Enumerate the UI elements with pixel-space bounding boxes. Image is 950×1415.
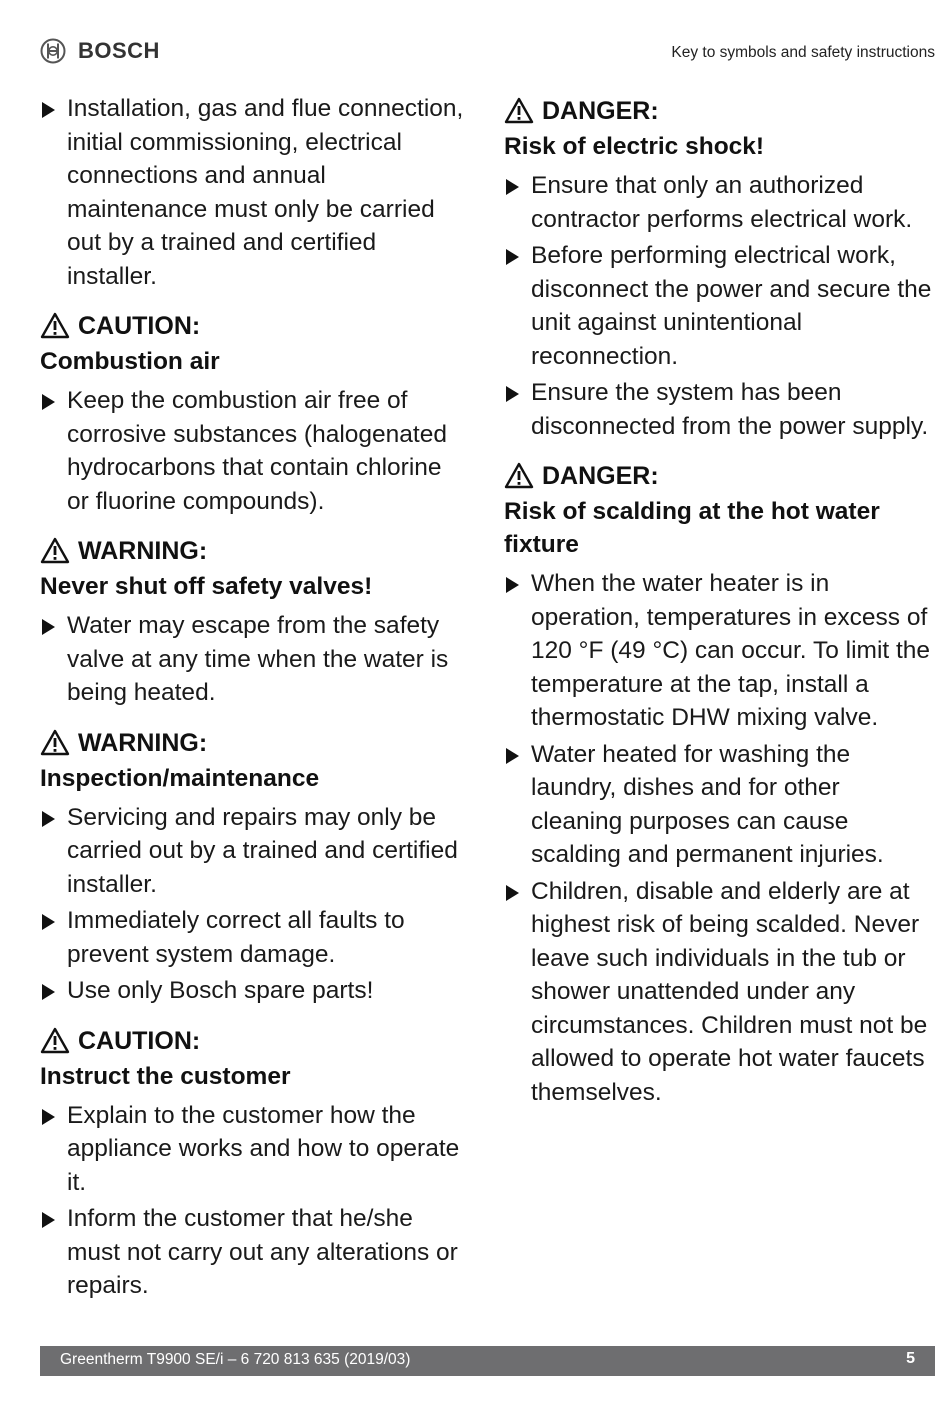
alert-heading: [40, 532, 470, 570]
bullet-arrow-icon: [506, 748, 519, 764]
alert-subtitle: Instruct the customer: [40, 1062, 291, 1090]
caution-notice: [40, 307, 470, 518]
alert-label: CAUTION:: [78, 1026, 201, 1055]
page-header: [40, 36, 935, 70]
list-item: [40, 974, 470, 1008]
list-item: [40, 384, 470, 518]
list-item: [504, 376, 934, 443]
bullet-arrow-icon: [42, 102, 55, 118]
bullet-arrow-icon: [42, 1212, 55, 1228]
bullet-arrow-icon: [506, 249, 519, 265]
danger-notice: [504, 457, 934, 1109]
danger-notice: [504, 92, 934, 443]
alert-subtitle: Combustion air: [40, 348, 220, 375]
bullet-text: Children, disable and elderly are at highest risk of being scalded. Never leave such individuals in the tub or shower unattended under any circumstances. Children must not be allowed to operate hot water faucets themselves.: [531, 877, 928, 1106]
bullet-text: Water heated for washing the laundry, dishes and for other cleaning purposes can cause scalding and permanent injuries.: [531, 740, 884, 868]
list-item: [40, 609, 470, 710]
alert-heading: [504, 457, 934, 495]
alert-heading: [504, 92, 934, 130]
warning-notice: [40, 532, 470, 710]
bullet-arrow-icon: [506, 885, 519, 901]
warning-triangle-icon: [504, 97, 534, 125]
caution-notice: [40, 1022, 470, 1303]
alert-subtitle: Never shut off safety valves!: [40, 573, 373, 600]
bosch-armature-icon: [40, 38, 66, 64]
alert-label: WARNING:: [78, 728, 208, 757]
page-footer: [40, 1346, 935, 1376]
warning-triangle-icon: [40, 1027, 70, 1055]
bullet-arrow-icon: [506, 179, 519, 195]
bullet-text: Before performing electrical work, disconnect the power and secure the unit against unintentional reconnection.: [531, 242, 932, 370]
bullet-arrow-icon: [42, 619, 55, 635]
list-item: [504, 738, 934, 872]
bullet-arrow-icon: [42, 984, 55, 1000]
bullet-arrow-icon: [506, 386, 519, 402]
alert-label: DANGER:: [542, 462, 659, 490]
bullet-arrow-icon: [42, 394, 55, 410]
alert-label: CAUTION:: [78, 312, 201, 340]
list-item: [504, 169, 934, 236]
list-item: [40, 904, 470, 971]
bosch-logo: [40, 38, 160, 64]
bullet-text: Ensure that only an authorized contractor performs electrical work.: [531, 172, 913, 233]
list-item: [40, 92, 470, 293]
list-item: [40, 801, 470, 902]
alert-heading: [40, 307, 470, 345]
bullet-text: Servicing and repairs may only be carried out by a trained and certified installer.: [67, 803, 458, 898]
alert-subtitle: Risk of scalding at the hot water fixture: [504, 498, 880, 558]
left-column: [40, 92, 470, 1306]
list-item: [504, 239, 934, 373]
bullet-arrow-icon: [42, 811, 55, 827]
bullet-text: Inform the customer that he/she must not carry out any alterations or repairs.: [67, 1205, 458, 1299]
bullet-arrow-icon: [506, 577, 519, 593]
bullet-arrow-icon: [42, 914, 55, 930]
brand-name: BOSCH: [78, 38, 160, 63]
section-title: Key to symbols and safety instructions: [671, 44, 935, 61]
bullet-text: Use only Bosch spare parts!: [67, 977, 374, 1004]
bullet-text: Installation, gas and flue connection, initial commissioning, electrical connections and annual maintenance must only be carried out by a trained and certified installer.: [67, 95, 464, 290]
alert-subtitle: Risk of electric shock!: [504, 133, 765, 160]
bullet-text: Explain to the customer how the appliance works and how to operate it.: [67, 1101, 460, 1196]
bullet-text: Ensure the system has been disconnected from the power supply.: [531, 379, 929, 440]
alert-label: DANGER:: [542, 97, 659, 125]
alert-heading: [40, 1022, 470, 1060]
bullet-text: When the water heater is in operation, temperatures in excess of 120 °F (49 °C) can occur. To limit the temperature at the tap, install a thermostatic DHW mixing valve.: [531, 570, 931, 731]
bullet-text: Immediately correct all faults to prevent system damage.: [67, 907, 405, 968]
bullet-text: Keep the combustion air free of corrosive substances (halogenated hydrocarbons that contain chlorine or fluorine compounds).: [67, 387, 447, 515]
warning-triangle-icon: [40, 729, 70, 757]
warning-triangle-icon: [504, 462, 534, 490]
list-item: [504, 875, 934, 1110]
list-item: [504, 567, 934, 735]
alert-heading: [40, 724, 470, 762]
warning-notice: [40, 724, 470, 1008]
page-number: 5: [906, 1350, 915, 1367]
list-item: [40, 1099, 470, 1200]
bullet-text: Water may escape from the safety valve at any time when the water is being heated.: [67, 612, 449, 706]
alert-subtitle: Inspection/maintenance: [40, 764, 320, 792]
warning-triangle-icon: [40, 537, 70, 565]
alert-label: WARNING:: [78, 537, 208, 565]
list-item: [40, 1202, 470, 1303]
document-reference: Greentherm T9900 SE/i – 6 720 813 635 (2019/03): [60, 1351, 411, 1368]
bullet-arrow-icon: [42, 1109, 55, 1125]
warning-triangle-icon: [40, 312, 70, 340]
right-column: [504, 92, 934, 1112]
